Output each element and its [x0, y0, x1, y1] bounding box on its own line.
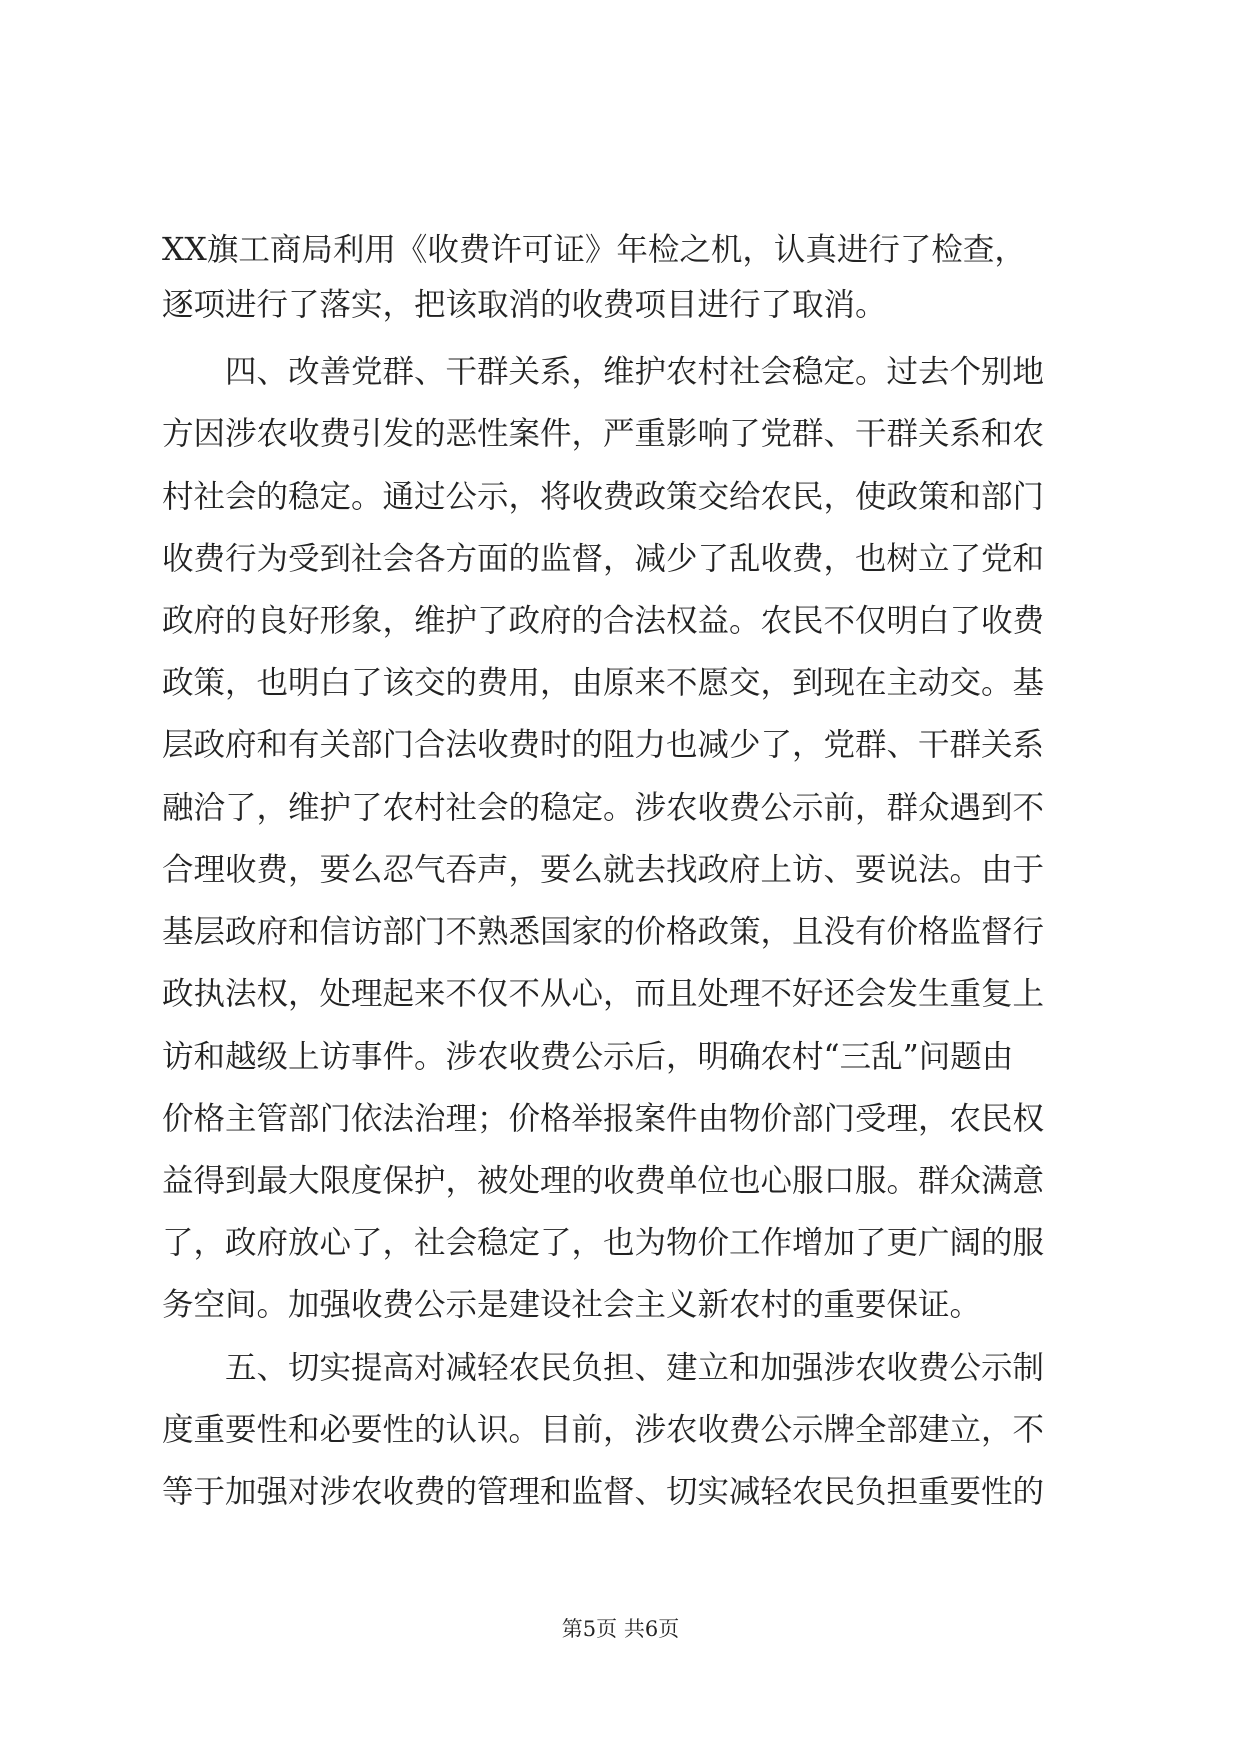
body-line: 访和越级上访事件。涉农收费公示后，明确农村“三乱”问题由	[162, 1039, 1014, 1075]
body-line: 层政府和有关部门合法收费时的阻力也减少了，党群、干群关系	[162, 727, 1045, 763]
page-footer: 第5页 共6页	[561, 1617, 680, 1641]
body-line: 收费行为受到社会各方面的监督，减少了乱收费，也树立了党和	[162, 541, 1045, 577]
body-line: 合理收费，要么忍气吞声，要么就去找政府上访、要说法。由于	[162, 852, 1045, 888]
body-line: 等于加强对涉农收费的管理和监督、切实减轻农民负担重要性的	[162, 1474, 1045, 1510]
body-line: 政执法权，处理起来不仅不从心，而且处理不好还会发生重复上	[162, 976, 1045, 1012]
body-line: 五、切实提高对减轻农民负担、建立和加强涉农收费公示制	[162, 1350, 1045, 1386]
body-line: 务空间。加强收费公示是建设社会主义新农村的重要保证。	[162, 1287, 982, 1323]
body-line: 政策，也明白了该交的费用，由原来不愿交，到现在主动交。基	[162, 665, 1045, 701]
body-line: 益得到最大限度保护，被处理的收费单位也心服口服。群众满意	[162, 1163, 1045, 1199]
body-line: 村社会的稳定。通过公示，将收费政策交给农民，使政策和部门	[162, 479, 1045, 515]
body-line: 逐项进行了落实，把该取消的收费项目进行了取消。	[162, 287, 887, 323]
body-line: 政府的良好形象，维护了政府的合法权益。农民不仅明白了收费	[162, 603, 1045, 639]
body-line: 融洽了，维护了农村社会的稳定。涉农收费公示前，群众遇到不	[162, 790, 1045, 826]
body-line: 度重要性和必要性的认识。目前，涉农收费公示牌全部建立，不	[162, 1412, 1045, 1448]
body-line: 基层政府和信访部门不熟悉国家的价格政策，且没有价格监督行	[162, 914, 1045, 950]
body-line: 方因涉农收费引发的恶性案件，严重影响了党群、干群关系和农	[162, 416, 1045, 452]
body-line: 了，政府放心了，社会稳定了，也为物价工作增加了更广阔的服	[162, 1225, 1045, 1261]
body-line: 四、改善党群、干群关系，维护农村社会稳定。过去个别地	[162, 354, 1045, 390]
body-line: 价格主管部门依法治理；价格举报案件由物价部门受理，农民权	[162, 1101, 1045, 1137]
body-line: XX旗工商局利用《收费许可证》年检之机，认真进行了检查，	[162, 232, 1026, 268]
